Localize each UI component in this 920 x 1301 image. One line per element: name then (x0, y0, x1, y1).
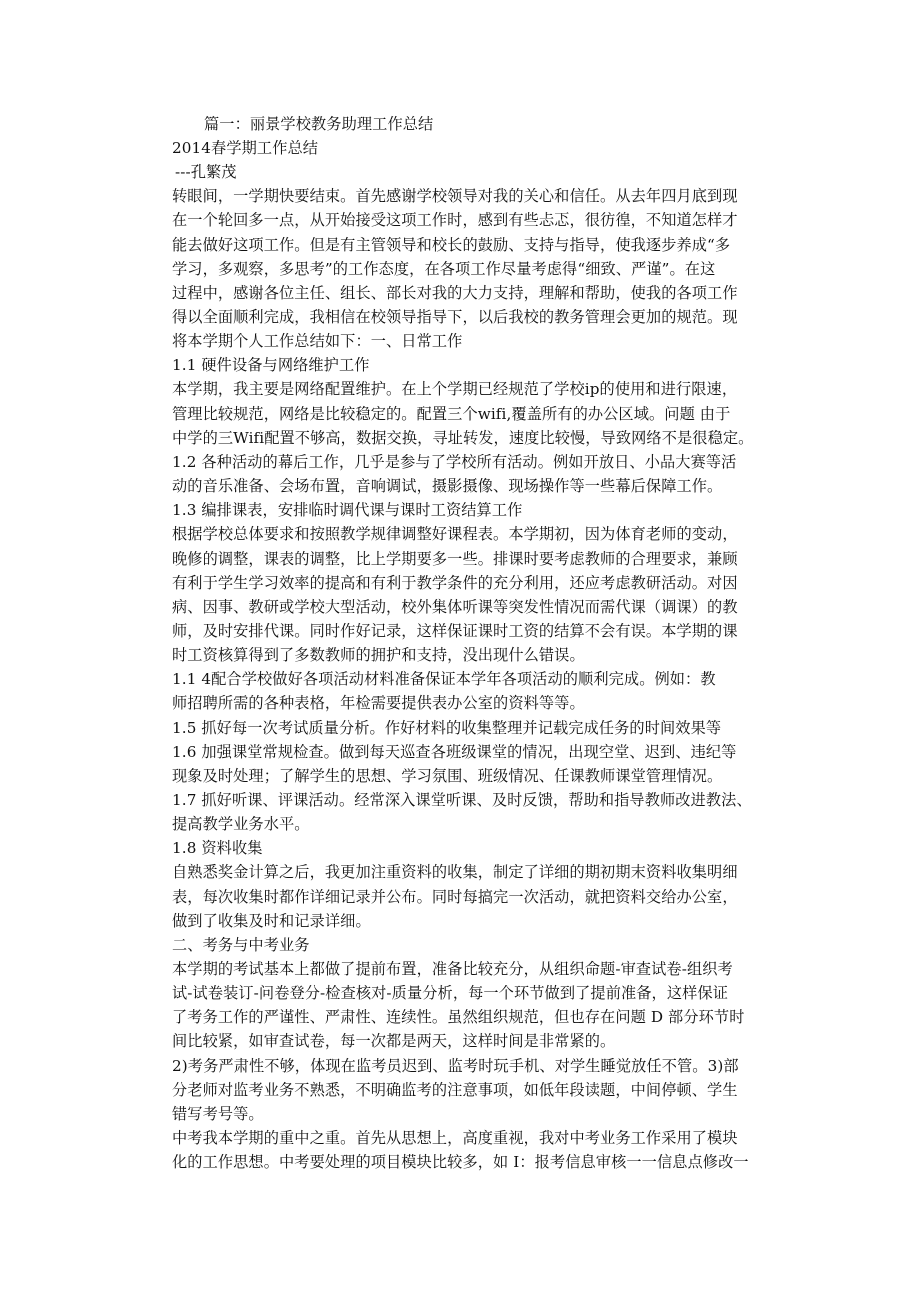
text-line: 1.6 加强课堂常规检查。做到每天巡查各班级课堂的情况，出现空堂、迟到、违纪等 (172, 743, 737, 761)
text-line: 转眼间，一学期快要结束。首先感谢学校领导对我的关心和信任。从去年四月底到现 (172, 187, 738, 205)
text-line: 病、因事、教研或学校大型活动，校外集体听课等突发性情况而需代课（调课）的教 (172, 598, 738, 616)
text-line: 现象及时处理；了解学生的思想、学习氛围、班级情况、任课教师课堂管理情况。 (172, 767, 723, 785)
text-line: 间比较紧，如审查试卷，每一次都是两天，这样时间是非常紧的。 (172, 1032, 616, 1050)
text-line: 过程中，感谢各位主任、组长、部长对我的大力支持，理解和帮助，使我的各项工作 (172, 284, 738, 302)
text-line: 晚修的调整，课表的调整，比上学期要多一些。排课时要考虑教师的合理要求，兼顾 (172, 550, 738, 568)
text-line: 分老师对监考业务不熟悉，不明确监考的注意事项，如低年段读题，中间停顿、学生 (172, 1081, 738, 1099)
text-line: 提高教学业务水平。 (172, 815, 310, 833)
text-line: 自熟悉奖金计算之后，我更加注重资料的收集，制定了详细的期初期末资料收集明细 (172, 863, 738, 881)
text-line: 中学的三Wifi配置不够高，数据交换，寻址转发，速度比较慢，导致网络不是很稳定。 (172, 429, 754, 447)
text-line: 2)考务严肃性不够，体现在监考员迟到、监考时玩手机、对学生睡觉放任不管。3)部 (172, 1057, 739, 1075)
document-title: 篇一：丽景学校教务助理工作总结 (204, 115, 434, 133)
text-line: 中考我本学期的重中之重。首先从思想上，高度重视，我对中考业务工作采用了模块 (172, 1129, 738, 1147)
text-line: 将本学期个人工作总结如下：一、日常工作 (172, 332, 463, 350)
text-line: 了考务工作的严谨性、严肃性、连续性。虽然组织规范，但也存在问题 D 部分环节时 (172, 1008, 745, 1026)
text-line: 1.2 各种活动的幕后工作，几乎是参与了学校所有活动。例如开放日、小品大赛等活 (172, 453, 737, 471)
text-line: 师招聘所需的各种表格，年检需要提供表办公室的资料等等。 (172, 694, 585, 712)
text-line: 1.1 4配合学校做好各项活动材料准备保证本学年各项活动的顺利完成。例如：教 (172, 670, 716, 688)
text-line: 有利于学生学习效率的提高和有利于教学条件的充分利用，还应考虑教研活动。对因 (172, 574, 738, 592)
section-heading: 1.1 硬件设备与网络维护工作 (172, 356, 370, 374)
section-heading: 二、考务与中考业务 (172, 936, 310, 954)
text-line: 在一个轮回多一点，从开始接受这项工作时，感到有些忐忑，很彷徨，不知道怎样才 (172, 211, 738, 229)
text-line: 学习，多观察，多思考”的工作态度，在各项工作尽量考虑得“细致、严谨”。在这 (172, 260, 716, 278)
text-line: 管理比较规范，网络是比较稳定的。配置三个wifi,覆盖所有的办公区域。问题 由于 (172, 405, 731, 423)
text-line: 本学期的考试基本上都做了提前布置，准备比较充分，从组织命题-审查试卷-组织考 (172, 960, 733, 978)
text-line: 化的工作思想。中考要处理的项目模块比较多，如 I：报考信息审核一一信息点修改一 (172, 1153, 749, 1171)
text-line: 做到了收集及时和记录详细。 (172, 912, 371, 930)
text-line: 1.5 抓好每一次考试质量分析。作好材料的收集整理并记载完成任务的时间效果等 (172, 719, 722, 737)
text-line: 表，每次收集时都作详细记录并公布。同时每搞完一次活动，就把资料交给办公室， (172, 888, 738, 906)
document-author: ---孔繁茂 (175, 163, 237, 181)
text-line: 时工资核算得到了多数教师的拥护和支持，没出现什么错误。 (172, 646, 585, 664)
document-subtitle: 2014春学期工作总结 (172, 139, 319, 157)
text-line: 1.7 抓好听课、评课活动。经常深入课堂听课、及时反馈，帮助和指导教师改进教法、 (172, 791, 752, 809)
text-line: 试-试卷装订-问卷登分-检查核对-质量分析，每一个环节做到了提前准备，这样保证 (172, 984, 728, 1002)
text-line: 错写考号等。 (172, 1105, 264, 1123)
text-line: 能去做好这项工作。但是有主管领导和校长的鼓励、支持与指导，使我逐步养成“多 (172, 236, 731, 254)
text-line: 师，及时安排代课。同时作好记录，这样保证课时工资的结算不会有误。本学期的课 (172, 622, 738, 640)
text-line: 根据学校总体要求和按照教学规律调整好课程表。本学期初，因为体育老师的变动， (172, 525, 738, 543)
text-line: 本学期，我主要是网络配置维护。在上个学期已经规范了学校ip的使用和进行限速， (172, 380, 738, 398)
text-line: 得以全面顺利完成，我相信在校领导指导下，以后我校的教务管理会更加的规范。现 (172, 308, 738, 326)
section-heading: 1.8 资料收集 (172, 839, 263, 857)
section-heading: 1.3 编排课表，安排临时调代课与课时工资结算工作 (172, 501, 523, 519)
text-line: 动的音乐准备、会场布置，音响调试，摄影摄像、现场操作等一些幕后保障工作。 (172, 477, 723, 495)
